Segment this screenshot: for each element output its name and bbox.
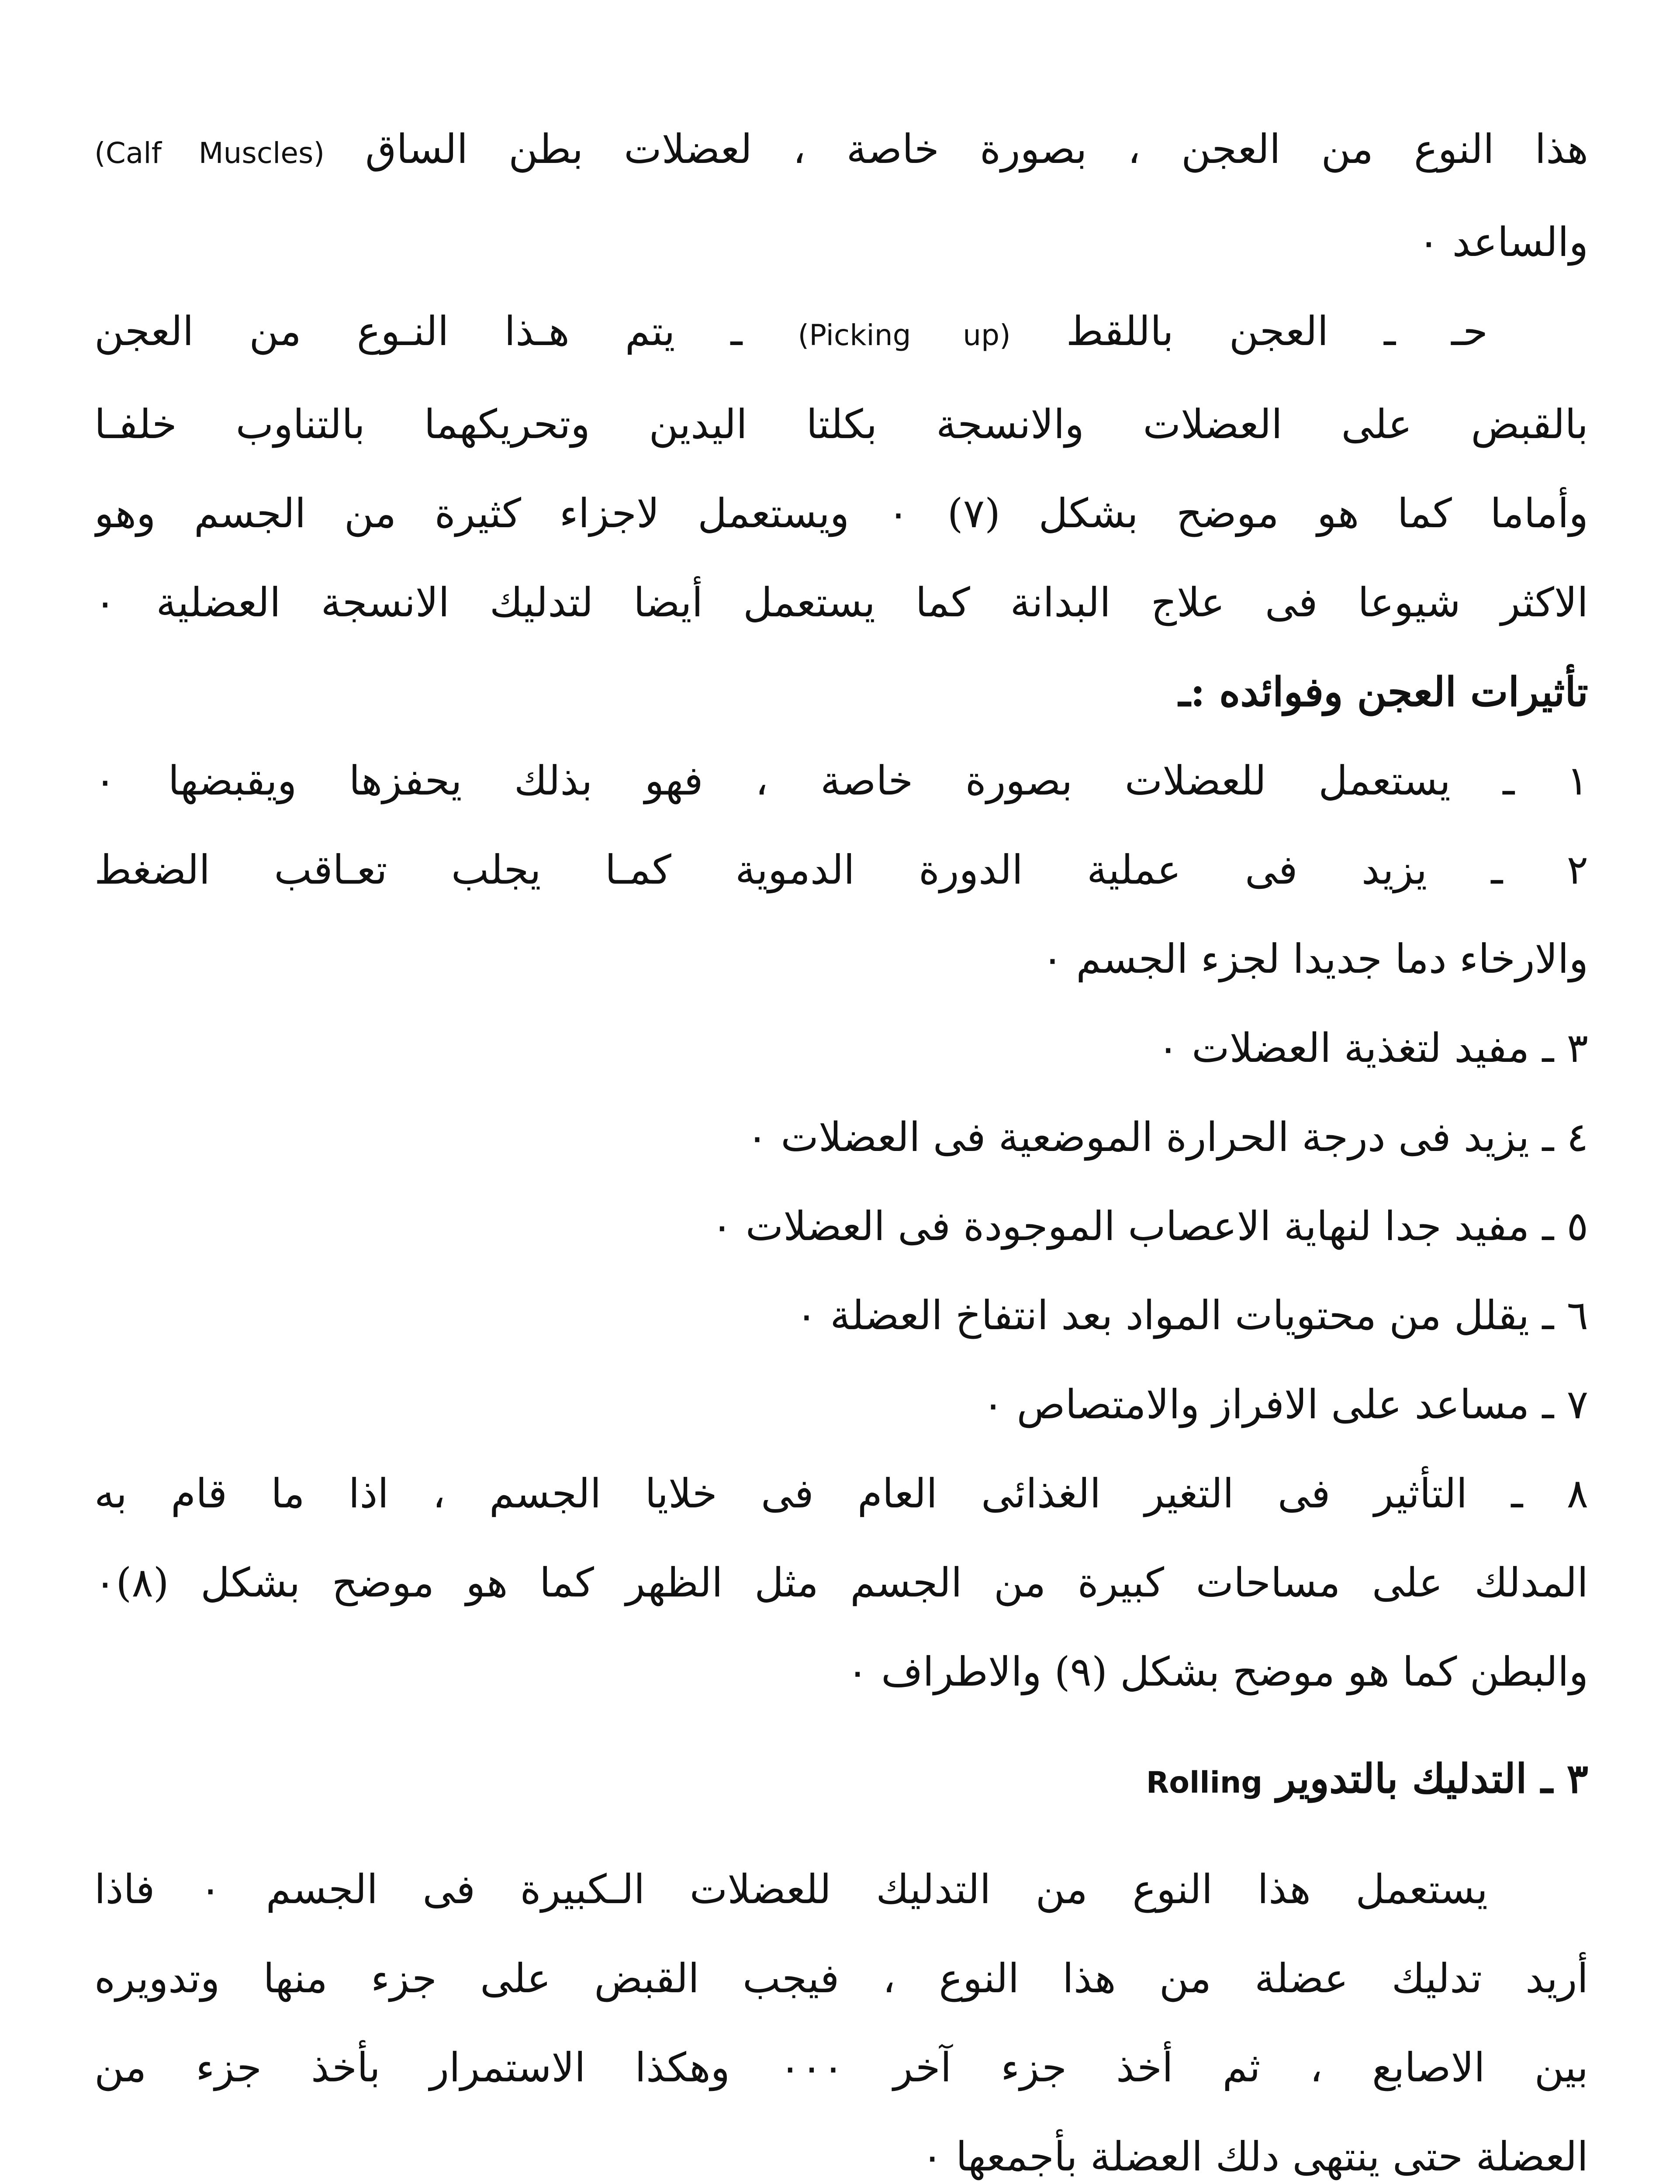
- text-line-1-arabic: هذا النوع من العجن ، بصورة خاصة ، لعضلات بطن الساق: [325, 126, 1588, 173]
- text-line-6-arabic: الاكثر شيوعا فى علاج البدانة كما يستعمل أيضا لتدليك الانسجة العضلية ٠: [94, 579, 1588, 626]
- effect-item-1: ١ ـ يستعمل للعضلات بصورة خاصة ، فهو بذلك يحفزها ويقبضها ٠: [94, 757, 1588, 804]
- page-content: [94, 105, 1588, 2184]
- text-line-4-arabic: بالقبض على العضلات والانسجة بكلتا اليدين وتحريكهما بالتناوب خلفـا: [94, 401, 1588, 448]
- text-line-1: [94, 105, 1588, 198]
- rolling-para-line-3: بين الاصابع ، ثم أخذ جزء آخر ٠٠٠ وهكذا الاستمرار بأخذ جزء من: [94, 2044, 1588, 2091]
- text-line-3-start: حـ ـ العجن باللقط: [1010, 308, 1488, 355]
- section-gap-2: [94, 1828, 1588, 1845]
- text-line-3-end: ـ يتم هـذا النـوع من العجن: [94, 308, 798, 355]
- effect-item-3: ٣ ـ مفيد لتغذية العضلات ٠: [1157, 1025, 1588, 1071]
- text-line-3: [94, 287, 1588, 380]
- section-gap: [94, 1717, 1588, 1734]
- effect-item-6: ٦ ـ يقلل من محتويات المواد بعد انتفاخ العضلة ٠: [795, 1292, 1588, 1339]
- term-picking-up: (Picking up): [798, 318, 1011, 352]
- text-line-6: [94, 558, 1588, 647]
- heading-effects: تأثيرات العجن وفوائده :ـ: [1179, 668, 1588, 715]
- effect-item-7: ٧ ـ مساعد على الافراز والامتصاص ٠: [982, 1381, 1588, 1428]
- rolling-para-line-2: أريد تدليك عضلة من هذا النوع ، فيجب القبض على جزء منها وتدويره: [94, 1955, 1588, 2002]
- effect-item-2-continued: والارخاء دما جديدا لجزء الجسم ٠: [1041, 936, 1588, 982]
- effect-item-2: ٢ ـ يزيد فى عملية الدورة الدموية كمـا يجلب تعـاقب الضغط: [94, 847, 1588, 893]
- heading-rolling-arabic: ٣ ـ التدليك بالتدوير: [1276, 1755, 1588, 1802]
- text-line-4: [94, 380, 1588, 469]
- effect-item-8-continued-1: المدلك على مساحات كبيرة من الجسم مثل الظهر كما هو موضح بشكل (٨)٠: [94, 1559, 1588, 1606]
- text-line-5: [94, 469, 1588, 558]
- term-calf-muscles: (Calf Muscles): [94, 136, 325, 170]
- text-line-2: [94, 198, 1588, 287]
- heading-rolling: [94, 1734, 1588, 1828]
- effect-item-4: ٤ ـ يزيد فى درجة الحرارة الموضعية فى العضلات ٠: [746, 1114, 1588, 1161]
- text-line-5-arabic: وأماما كما هو موضح بشكل (٧) ٠ ويستعمل لاجزاء كثيرة من الجسم وهو: [94, 490, 1588, 537]
- text-line-2-arabic: والساعد ٠: [1418, 219, 1588, 266]
- effect-item-5: ٥ ـ مفيد جدا لنهاية الاعصاب الموجودة فى العضلات ٠: [711, 1203, 1588, 1250]
- effect-item-8: ٨ ـ التأثير فى التغير الغذائى العام فى خلايا الجسم ، اذا ما قام به: [94, 1470, 1588, 1517]
- effect-item-8-continued-2: والبطن كما هو موضح بشكل (٩) والاطراف ٠: [847, 1648, 1588, 1695]
- rolling-para-line-4: العضلة حتى ينتهى دلك العضلة بأجمعها ٠: [921, 2133, 1588, 2180]
- term-rolling: Rolling: [1146, 1766, 1263, 1800]
- rolling-para-line-1: يستعمل هذا النوع من التدليك للعضلات الـكبيرة فى الجسم ٠ فاذا: [94, 1866, 1488, 1913]
